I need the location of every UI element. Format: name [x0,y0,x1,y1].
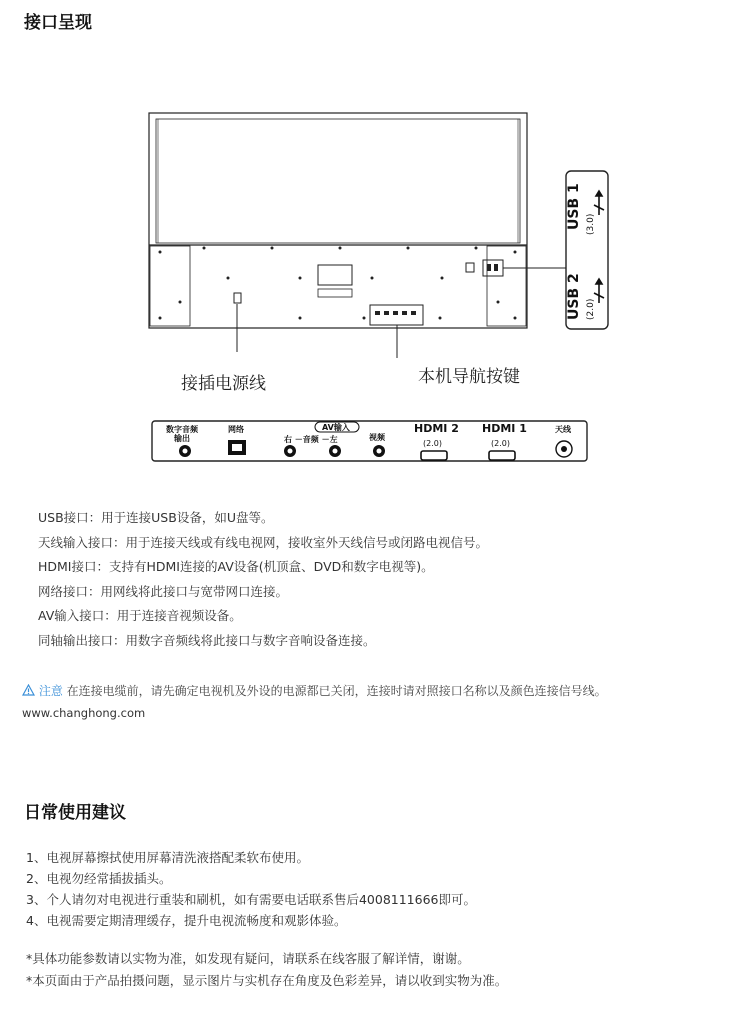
usb2-version: (2.0) [586,298,596,320]
hdmi1-version: (2.0) [491,439,510,448]
tip-item: 3、个人请勿对电视进行重装和刷机，如有需要电话联系售后4008111666即可。 [26,892,476,907]
side-usb-ports [483,260,503,276]
nav-button [466,263,474,272]
desc-antenna: 天线输入接口：用于连接天线或有线电视网，接收室外天线信号或闭路电视信号。 [38,535,489,550]
footnote: *本页面由于产品拍摄问题，显示图片与实机存在角度及色彩差异，请以收到实物为准。 [26,973,508,988]
desc-coaxial: 同轴输出接口：用数字音频线将此接口与数字音响设备连接。 [38,633,376,648]
tv-body [149,113,527,328]
rating-plate [318,265,352,285]
tip-item: 1、电视屏幕擦拭使用屏幕清洗液搭配柔软布使用。 [26,850,309,865]
tip-item: 4、电视需要定期清理缓存，提升电视流畅度和观影体验。 [26,913,347,928]
power-socket [234,293,241,303]
desc-usb: USB接口：用于连接USB设备，如U盘等。 [38,510,274,525]
hdmi2-label: HDMI 2 [414,422,459,435]
usb-icon [594,191,604,215]
warning-icon [22,684,35,696]
desc-hdmi: HDMI接口：支持有HDMI连接的AV设备(机顶盒、DVD和数字电视等)。 [38,559,434,574]
hdmi1-label: HDMI 1 [482,422,527,435]
screw-holes [159,247,517,320]
usb1-label: USB 1 [566,183,582,230]
note-row [22,682,607,699]
section-title-tips: 日常使用建议 [24,803,126,823]
note-label: 注意 [38,684,63,698]
digital-audio-label: 数字音频 [166,425,198,434]
footnote: *具体功能参数请以实物为准，如发现有疑问，请联系在线客服了解详情，谢谢。 [26,951,470,966]
usb2-label: USB 2 [566,273,582,320]
section-title-ports: 接口呈现 [24,13,92,33]
tip-item: 2、电视勿经常插拔插头。 [26,871,172,886]
desc-network: 网络接口：用网线将此接口与宽带网口连接。 [38,584,289,599]
hdmi2-port [421,451,447,460]
av-input-label: AV输入 [322,423,350,432]
hdmi1-port [489,451,515,460]
website-link[interactable]: www.changhong.com [22,706,146,720]
note-text: 在连接电缆前，请先确定电视机及外设的电源都已关闭，连接时请对照接口名称以及颜色连接信号线。 [66,684,607,698]
network-label: 网络 [228,425,244,434]
warning-label [318,289,352,297]
desc-av: AV输入接口：用于连接音视频设备。 [38,608,242,623]
video-label: 视频 [369,433,385,442]
tv-back-diagram [0,0,750,480]
digital-audio-sub-label: 输出 [174,434,190,443]
av-audio-label: 右 －音频 －左 [284,435,338,444]
antenna-label: 天线 [555,425,571,434]
nav-callout: 本机导航按键 [418,367,520,387]
hdmi2-version: (2.0) [423,439,442,448]
usb1-version: (3.0) [586,213,596,235]
power-callout: 接插电源线 [181,374,266,394]
